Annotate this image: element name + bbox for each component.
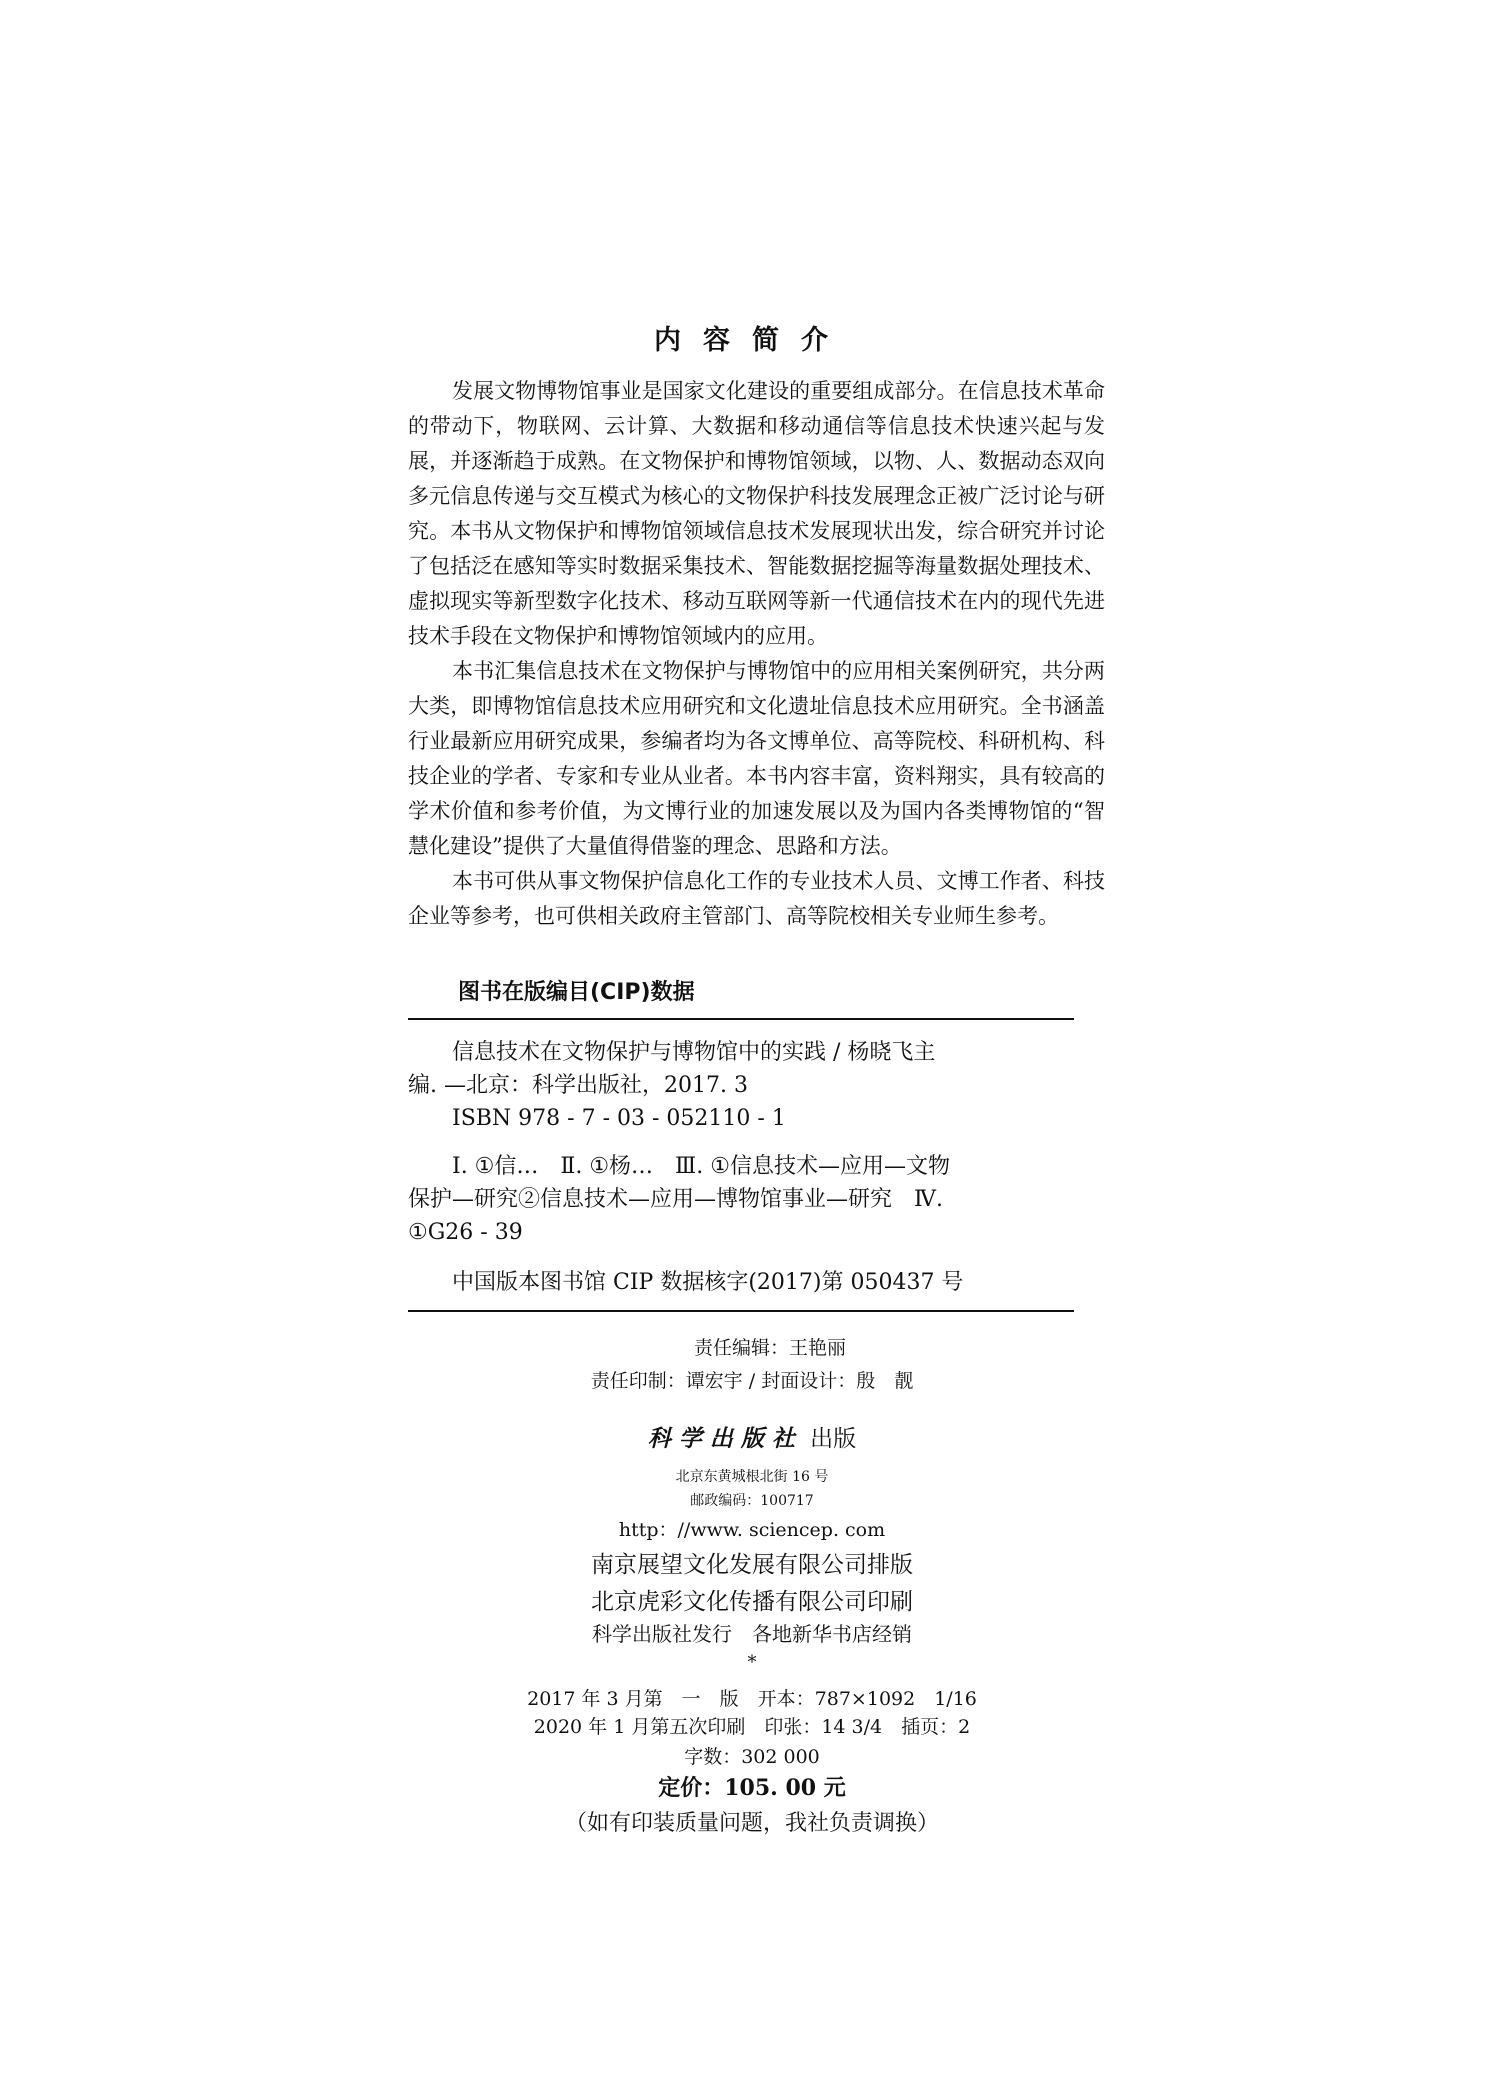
publisher-postcode: 邮政编码：100717 (690, 1493, 814, 1509)
intro-title: 内容简介 (654, 325, 850, 356)
cip-publisher-line: 编. —北京：科学出版社，2017. 3 (408, 1073, 748, 1098)
intro-body (408, 374, 1105, 934)
credit-print-design: 责任印制：谭宏宇 / 封面设计：殷 靓 (590, 1370, 914, 1392)
cip-subject-line-3: ①G26 - 39 (408, 1220, 523, 1245)
publisher-suffix: 出版 (810, 1426, 857, 1452)
cip-heading: 图书在版编目(CIP)数据 (458, 980, 695, 1005)
edition-info: 2017 年 3 月第 一 版 开本：787×1092 1/16 (527, 1688, 977, 1710)
intro-paragraph-2: 本书汇集信息技术在文物保护与博物馆中的应用相关案例研究，共分两大类，即博物馆信息技术应用研究和文化遗址信息技术应用研究。全书涵盖行业最新应用研究成果，参编者均为各文博单位、高等院校、科研机构、科技企业的学者、专家和专业从业者。本书内容丰富，资料翔实，具有较高的学术价值和参考价值，为文博行业的加速发展以及为国内各类博物馆的“智慧化建设”提供了大量值得借鉴的理念、思路和方法。 (408, 659, 1105, 858)
cip-title-line: 信息技术在文物保护与博物馆中的实践 / 杨晓飞主 (452, 1040, 936, 1065)
price: 定价：105. 00 元 (658, 1775, 846, 1801)
publisher-address: 北京东黄城根北街 16 号 (675, 1469, 829, 1485)
cip-subject-line-2: 保护—研究②信息技术—应用—博物馆事业—研究 Ⅳ. (408, 1187, 943, 1212)
distribution: 科学出版社发行 各地新华书店经销 (592, 1622, 912, 1646)
intro-paragraph-1: 发展文物博物馆事业是国家文化建设的重要组成部分。在信息技术革命的带动下，物联网、云计算、大数据和移动通信等信息技术快速兴起与发展，并逐渐趋于成熟。在文物保护和博物馆领域，以物、人、数据动态双向多元信息传递与交互模式为核心的文物保护科技发展理念正被广泛讨论与研究。本书从文物保护和博物馆领域信息技术发展现状出发，综合研究并讨论了包括泛在感知等实时数据采集技术、智能数据挖掘等海量数据处理技术、虚拟现实等新型数字化技术、移动互联网等新一代通信技术在内的现代先进技术手段在文物保护和博物馆领域内的应用。 (408, 379, 1105, 648)
cip-subject-line-1: Ⅰ. ①信… Ⅱ. ①杨… Ⅲ. ①信息技术—应用—文物 (452, 1154, 950, 1179)
cip-check (408, 1266, 1074, 1299)
intro-paragraph-3: 本书可供从事文物保护信息化工作的专业技术人员、文博工作者、科技企业等参考，也可供相关政府主管部门、高等院校相关专业师生参考。 (408, 869, 1105, 928)
printing-info: 2020 年 1 月第五次印刷 印张：14 3/4 插页：2 (533, 1716, 971, 1738)
cip-record (408, 1036, 1074, 1135)
word-count: 字数：302 000 (684, 1746, 820, 1768)
cip-isbn-line: ISBN 978 - 7 - 03 - 052110 - 1 (452, 1106, 786, 1131)
quality-note: （如有印装质量问题，我社负责调换） (564, 1811, 939, 1836)
cip-check-number: 中国版本图书馆 CIP 数据核字(2017)第 050437 号 (452, 1270, 964, 1295)
separator-star: * (747, 1652, 757, 1673)
typesetter: 南京展望文化发展有限公司排版 (591, 1552, 913, 1578)
cip-subjects (408, 1150, 1074, 1249)
cip-bottom-rule (408, 1310, 1074, 1312)
credit-editor: 责任编辑：王艳丽 (693, 1337, 846, 1359)
printer: 北京虎彩文化传播有限公司印刷 (591, 1589, 913, 1615)
publisher-logo: 科学出版社 (647, 1425, 803, 1452)
publisher-website: http：//www. sciencep. com (618, 1519, 886, 1541)
cip-top-rule (408, 1018, 1074, 1020)
publisher-line (0, 1420, 1504, 1453)
